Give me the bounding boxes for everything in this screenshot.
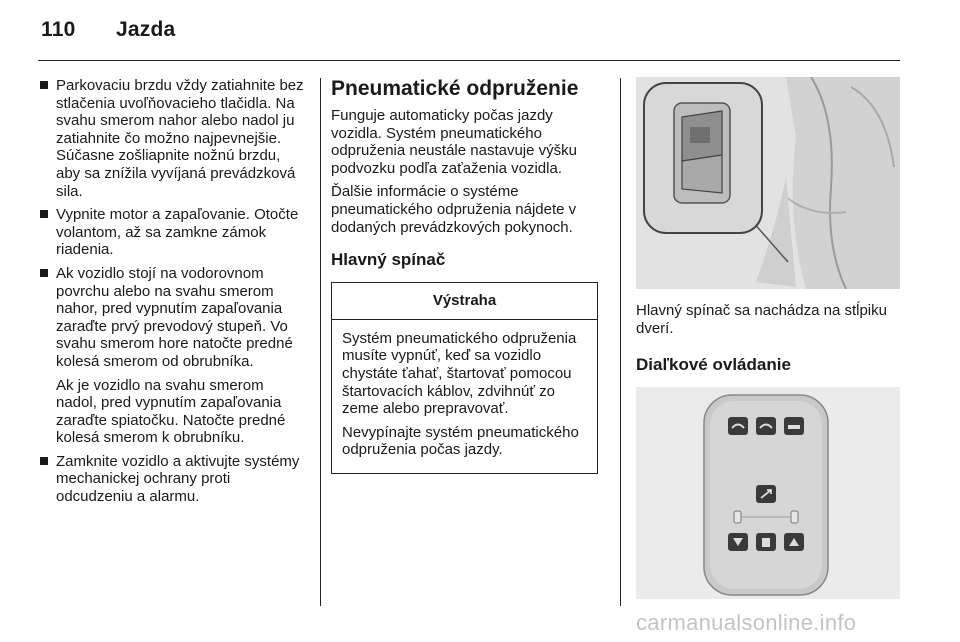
- warning-text: Systém pneumatického odpruženia musíte vypnúť, keď sa vozidlo chystáte ťahať, štartovať pomocou štartovacích káblov, zdvihnúť zo zeme alebo prepravovať.: [342, 329, 577, 418]
- top-buttons: [728, 417, 804, 435]
- main-switch-caption: Hlavný spínač sa nachádza na stĺpiku dverí.: [636, 302, 887, 337]
- bullet-square-icon: [40, 269, 48, 277]
- warning-title: Výstraha: [332, 283, 597, 320]
- main-switch-illustration: [636, 77, 900, 289]
- bullet-text-continued: Ak je vozidlo na svahu smerom nadol, pred vypnutím zapaľovania zaraďte spiatočku. Natočte predné kolesá smerom k obrubníku.: [56, 376, 286, 447]
- remote-control-heading: Diaľkové ovládanie: [636, 355, 791, 375]
- door-pillar-switch-illustration: [636, 77, 900, 289]
- bullet-square-icon: [40, 457, 48, 465]
- column-3: [636, 77, 906, 599]
- bullet-list: [38, 77, 306, 506]
- bullet-text: Parkovaciu brzdu vždy zatiahnite bez stlačenia uvoľňovacieho tlačidla. Na svahu smerom nahor alebo nadol ju zatiahnite čo možno najpevnejšie. Súčasne zošliapnite nožnú brzdu, aby sa znížila vyvíjaná prevádzková sila.: [56, 77, 304, 200]
- list-item: [38, 265, 306, 447]
- remote-control-illustration: [636, 387, 900, 599]
- list-item: [38, 453, 306, 506]
- air-suspension-heading: Pneumatické odpruženie: [331, 77, 579, 100]
- main-switch-heading: Hlavný spínač: [331, 250, 446, 270]
- page-header: [41, 18, 175, 42]
- page-number: 110: [41, 18, 76, 41]
- bullet-text: Vypnite motor a zapaľovanie. Otočte volantom, až sa zamkne zámok riadenia.: [56, 206, 299, 259]
- header-rule: [38, 60, 900, 61]
- column-divider-2: [620, 78, 621, 606]
- column-divider-1: [320, 78, 321, 606]
- watermark: carmanualsonline.info: [636, 610, 857, 635]
- warning-text: Nevypínajte systém pneumatického odpruženia počas jazdy.: [342, 423, 579, 459]
- bullet-text: Ak vozidlo stojí na vodorovnom povrchu alebo na svahu smerom nahor, pred vypnutím zapaľovania zaraďte prvý prevodový stupeň. Vo svahu smerom hore natočte predné kolesá smerom od obrubníka.: [56, 264, 293, 370]
- bullet-square-icon: [40, 81, 48, 89]
- column-2: [331, 77, 605, 474]
- warning-body: [332, 320, 597, 473]
- bottom-buttons: [728, 533, 804, 551]
- air-suspension-more-info: Ďalšie informácie o systéme pneumatického odpruženia nájdete v dodaných prevádzkových pokynoch.: [331, 183, 577, 236]
- column-1: [38, 77, 306, 512]
- bullet-square-icon: [40, 210, 48, 218]
- bullet-text: Zamknite vozidlo a aktivujte systémy mechanickej ochrany proti odcudzeniu a alarmu.: [56, 452, 300, 506]
- list-item: [38, 206, 306, 259]
- list-item: [38, 77, 306, 200]
- air-suspension-intro: Funguje automaticky počas jazdy vozidla. Systém pneumatického odpruženia neustále nastavuje výšku podvozku podľa zaťaženia vozidla.: [331, 107, 577, 177]
- warning-box: [331, 282, 598, 474]
- remote-control-keypad: [636, 387, 900, 599]
- section-title: Jazda: [116, 18, 176, 41]
